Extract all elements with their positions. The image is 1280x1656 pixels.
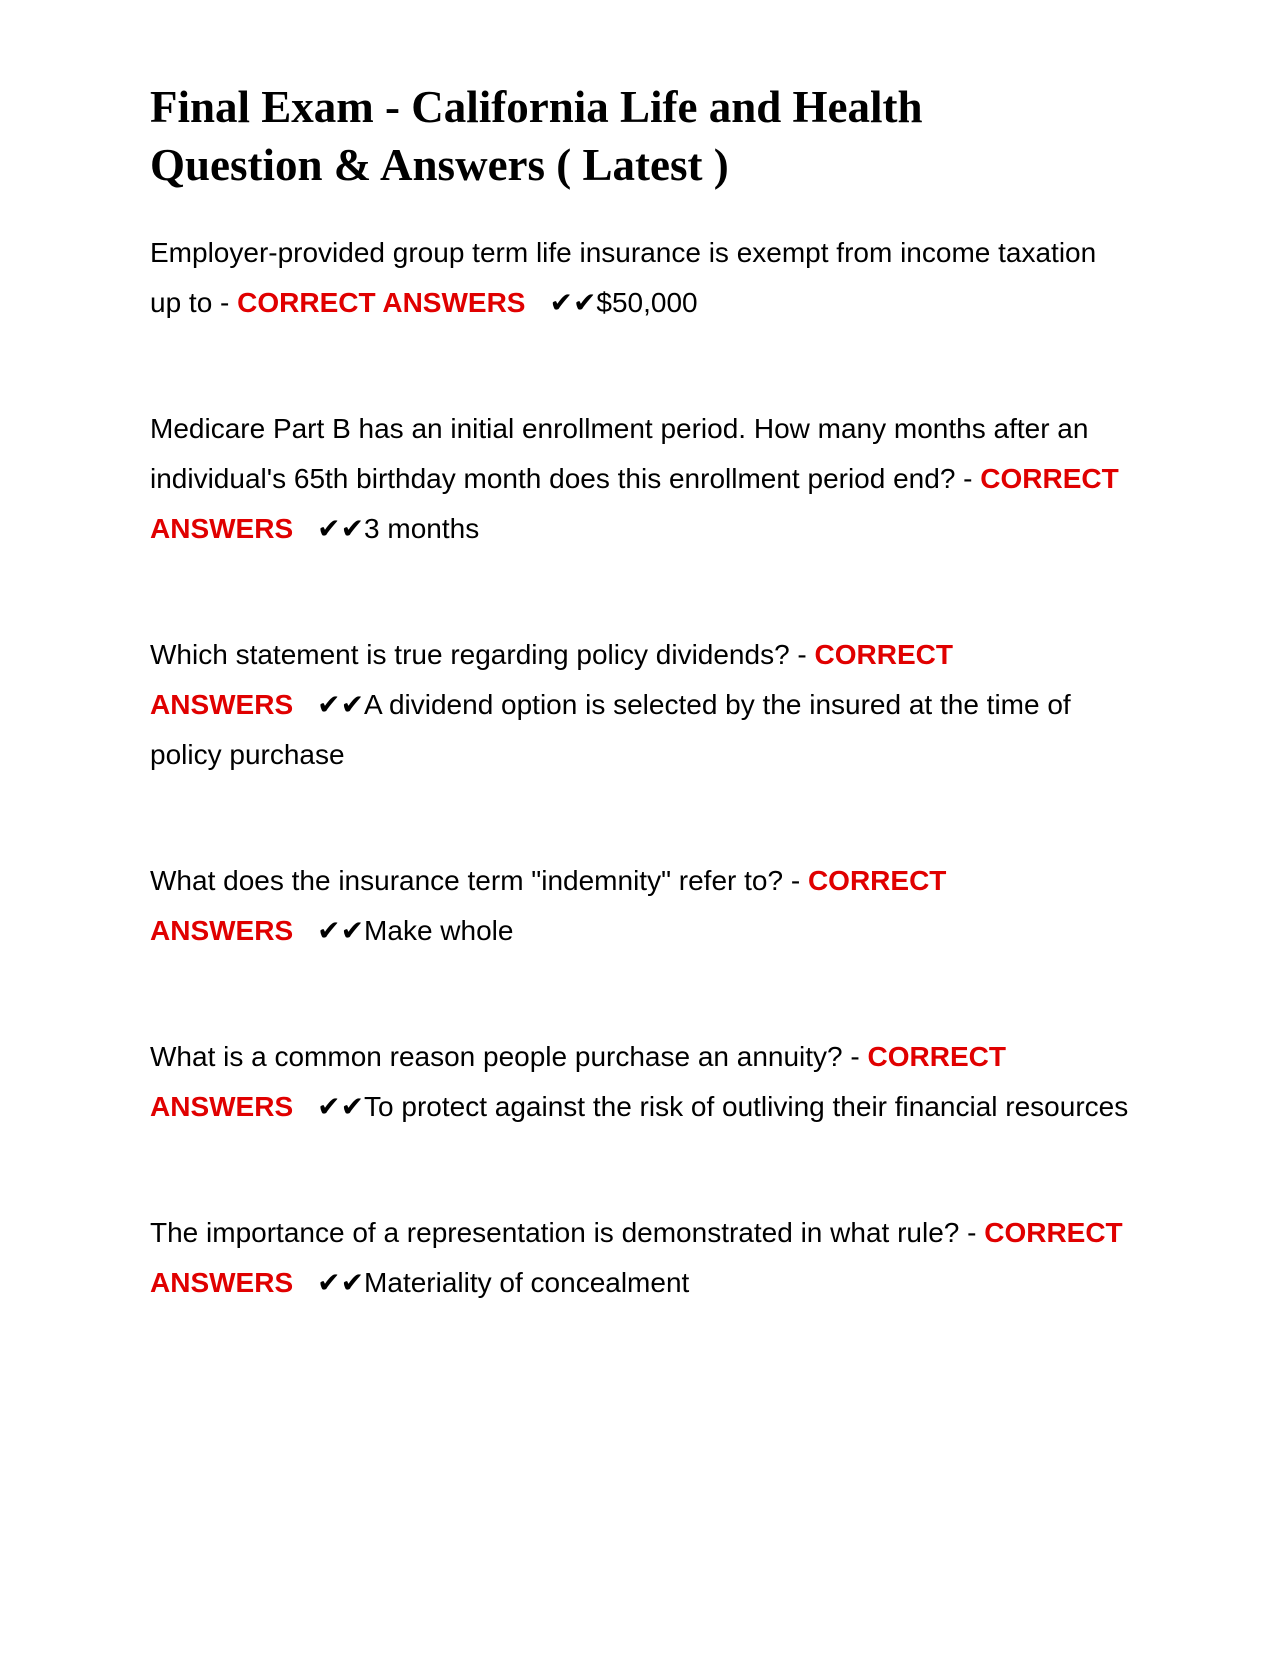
correct-answers-label: CORRECT ANSWERS [150,463,1119,544]
answer-text: Materiality of concealment [364,1267,690,1298]
qa-item [150,228,1130,328]
question-text: What is a common reason people purchase an annuity? - [150,1041,868,1072]
correct-answers-label: CORRECT ANSWERS [150,865,947,946]
check-marks-icon: ✔✔ [549,287,597,318]
answer-text: A dividend option is selected by the insured at the time of policy purchase [150,689,1071,770]
title-line-2: Question & Answers ( Latest ) [150,140,729,190]
qa-item [150,1032,1130,1132]
question-text: Medicare Part B has an initial enrollment period. How many months after an individual's 65th birthday month does this enrollment period end? - [150,413,1089,494]
title-line-1: Final Exam - California Life and Health [150,82,923,132]
correct-answers-label: CORRECT ANSWERS [150,1217,1123,1298]
qa-item [150,630,1130,780]
qa-item [150,404,1130,554]
document-title [150,78,1130,194]
answer-text: $50,000 [596,287,698,318]
check-marks-icon: ✔✔ [317,1267,365,1298]
correct-answers-label: CORRECT ANSWERS [150,639,953,720]
correct-answers-label: CORRECT ANSWERS [150,1041,1006,1122]
answer-text: 3 months [364,513,480,544]
qa-item [150,1208,1130,1308]
answer-text: To protect against the risk of outliving their financial resources [364,1091,1129,1122]
answer-text: Make whole [364,915,514,946]
check-marks-icon: ✔✔ [317,915,365,946]
check-marks-icon: ✔✔ [317,513,365,544]
qa-item [150,856,1130,956]
check-marks-icon: ✔✔ [317,689,365,720]
correct-answers-label: CORRECT ANSWERS [237,287,526,318]
question-text: What does the insurance term "indemnity" refer to? - [150,865,808,896]
question-text: Employer-provided group term life insurance is exempt from income taxation up to - [150,237,1097,318]
question-text: Which statement is true regarding policy dividends? - [150,639,815,670]
document-page [150,78,1130,1384]
check-marks-icon: ✔✔ [317,1091,365,1122]
qa-list [150,228,1130,1308]
question-text: The importance of a representation is demonstrated in what rule? - [150,1217,985,1248]
